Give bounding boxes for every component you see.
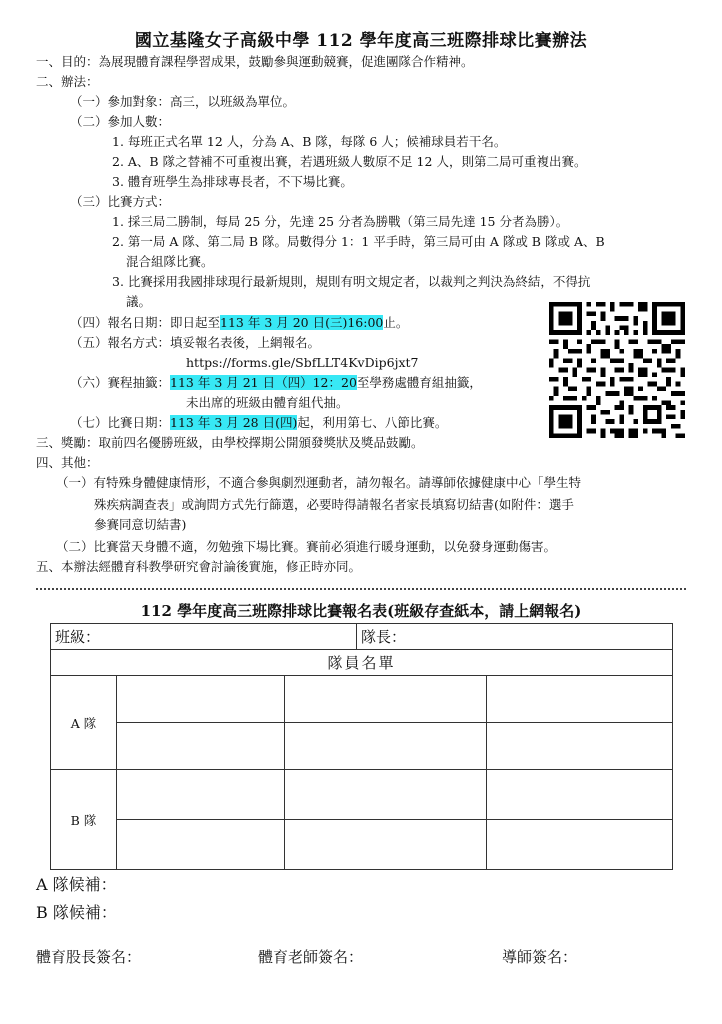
- team-a-substitutes-field[interactable]: A 隊候補：: [36, 875, 117, 894]
- section-awards: 三、獎勵：取前四名優勝班級，由學校擇期公開頒發獎狀及獎品鼓勵。: [36, 435, 424, 450]
- form-title: 112 學年度高三班際排球比賽報名表(班級存查紙本，請上網報名): [140, 602, 582, 620]
- item-registration-method: （五）報名方式：填妥報名表後，上網報名。: [70, 335, 321, 350]
- roster-cell[interactable]: [117, 770, 285, 820]
- rule-team-order-cont: 混合組隊比賽。: [126, 254, 214, 269]
- team-b-substitutes-field[interactable]: B 隊候補：: [36, 903, 117, 922]
- rule-roster-size: 1. 每班正式名單 12 人，分為 A、B 隊，每隊 6 人；候補球員若干名。: [112, 134, 507, 149]
- roster-cell[interactable]: [117, 820, 285, 870]
- rule-best-of-three: 1. 採三局二勝制，每局 25 分，先達 25 分者為勝戰（第三局先達 15 分者為勝）。: [112, 214, 569, 229]
- other-warmup-note: （二）比賽當天身體不適，勿勉強下場比賽。賽前必須進行暖身運動，以免發身運動傷害。: [56, 539, 557, 554]
- draw-absent-note: 未出席的班級由體育組代抽。: [186, 395, 349, 410]
- other-health-note: （一）有特殊身體健康情形，不適合參與劇烈運動者，請勿報名。請導師依據健康中心「學生特: [56, 475, 582, 490]
- class-field[interactable]: 班級：: [51, 624, 357, 650]
- match-date-label: （七）比賽日期：: [70, 415, 171, 430]
- qr-code-icon[interactable]: [549, 302, 685, 438]
- item-draw-schedule: [70, 374, 482, 392]
- match-date-suffix: 起，利用第七、八節比賽。: [297, 415, 448, 430]
- item-registration-date: [70, 314, 408, 332]
- rule-team-order: 2. 第一局 A 隊、第二局 B 隊。局數得分 1：1 平手時，第三局可由 A 隊或 B 隊或 A、B: [112, 234, 605, 249]
- item-match-date: [70, 414, 447, 432]
- roster-cell[interactable]: [487, 820, 673, 870]
- registration-date-label: （四）報名日期：即日起至: [70, 315, 221, 330]
- homeroom-teacher-signature-field[interactable]: 導師簽名：: [502, 948, 578, 966]
- registration-date-suffix: 止。: [383, 315, 409, 330]
- cut-line-divider: [36, 588, 686, 590]
- team-a-label: A 隊: [51, 676, 117, 770]
- document-title: 國立基隆女子高級中學 112 學年度高三班際排球比賽辦法: [134, 31, 588, 51]
- rule-substitutes: 2. A、B 隊之替補不可重複出賽，若遇班級人數原不足 12 人，則第二局可重複出賽。: [112, 154, 587, 169]
- pe-leader-signature-field[interactable]: 體育股長簽名：: [36, 948, 142, 966]
- roster-cell[interactable]: [285, 770, 487, 820]
- roster-cell[interactable]: [487, 723, 673, 770]
- rule-official-rules: 3. 比賽採用我國排球現行最新規則，規則有明文規定者，以裁判之判決為終結，不得抗: [112, 274, 591, 289]
- team-b-label: B 隊: [51, 770, 117, 870]
- section-amendment: 五、本辦法經體育科教學研究會討論後實施，修正時亦同。: [36, 559, 362, 574]
- roster-cell[interactable]: [117, 676, 285, 723]
- draw-location: 至學務處體育組抽籤，: [356, 375, 482, 390]
- roster-cell[interactable]: [487, 676, 673, 723]
- rule-official-rules-cont: 議。: [126, 294, 152, 309]
- section-method-heading: 二、辦法：: [36, 74, 99, 89]
- roster-cell[interactable]: [117, 723, 285, 770]
- pe-teacher-signature-field[interactable]: 體育老師簽名：: [258, 948, 364, 966]
- registration-url-link[interactable]: https://forms.gle/SbfLLT4KvDip6jxt7: [186, 355, 419, 370]
- item-participant-count-heading: （二）參加人數：: [70, 114, 171, 129]
- match-date-highlight: 113 年 3 月 28 日(四): [170, 415, 298, 430]
- registration-deadline-highlight: 113 年 3 月 20 日(三)16:00: [220, 315, 384, 330]
- rule-pe-class: 3. 體育班學生為排球專長者，不下場比賽。: [112, 174, 353, 189]
- draw-date-highlight: 113 年 3 月 21 日（四）12：20: [170, 375, 357, 390]
- section-purpose: 一、目的：為展現體育課程學習成果，鼓勵參與運動競賽，促進團隊合作精神。: [36, 54, 474, 69]
- other-health-note-cont: 殊疾病調查表」或詢問方式先行篩選，必要時得請報名者家長填寫切結書(如附件：選手: [94, 497, 574, 512]
- registration-table: [50, 623, 673, 870]
- roster-cell[interactable]: [487, 770, 673, 820]
- roster-cell[interactable]: [285, 723, 487, 770]
- captain-field[interactable]: 隊長：: [357, 624, 673, 650]
- item-participants-target: （一）參加對象：高三，以班級為單位。: [70, 94, 296, 109]
- section-other-heading: 四、其他：: [36, 455, 99, 470]
- roster-cell[interactable]: [285, 820, 487, 870]
- other-health-note-cont2: 參賽同意切結書): [94, 517, 187, 532]
- draw-label: （六）賽程抽籤：: [70, 375, 171, 390]
- roster-cell[interactable]: [285, 676, 487, 723]
- roster-header: 隊員名單: [51, 650, 673, 676]
- item-match-format-heading: （三）比賽方式：: [70, 194, 171, 209]
